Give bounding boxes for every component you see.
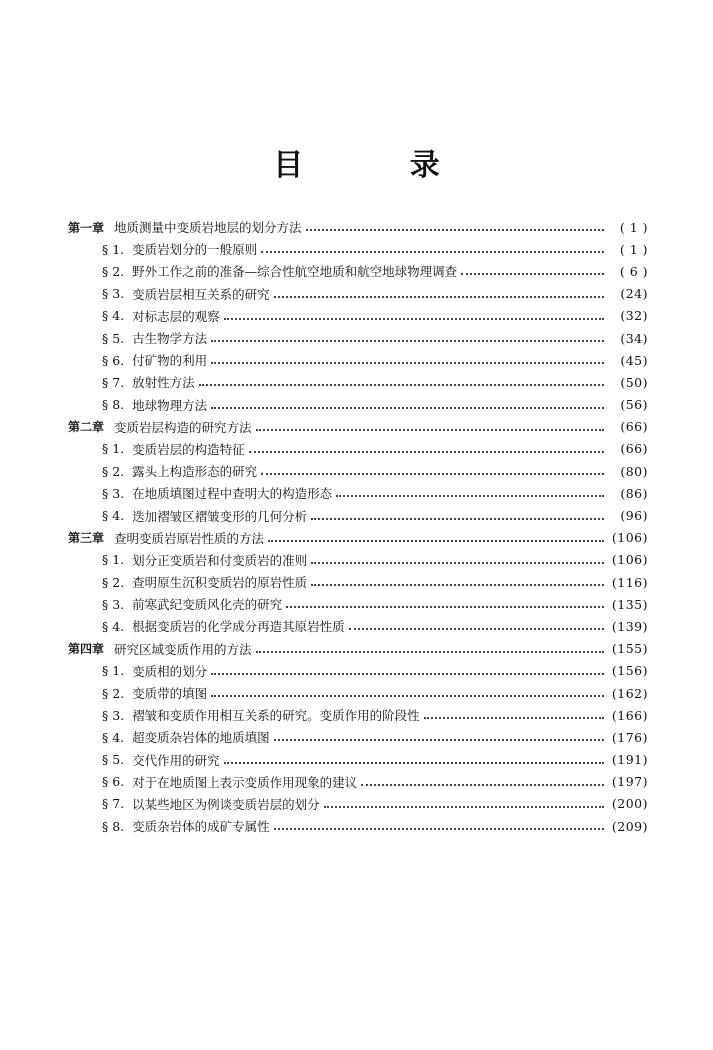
dot-leader bbox=[261, 465, 604, 477]
section-label: § 5. bbox=[102, 752, 125, 768]
toc-section-row bbox=[68, 482, 648, 504]
toc-page-number: (139) bbox=[611, 618, 648, 634]
section-label: § 3. bbox=[102, 485, 125, 501]
section-label: § 4. bbox=[102, 729, 125, 745]
toc-page-number: (45) bbox=[620, 352, 648, 368]
dot-leader bbox=[306, 221, 604, 233]
toc-page-number: (209) bbox=[611, 818, 648, 834]
toc-section-row bbox=[68, 749, 648, 771]
toc-section-row bbox=[68, 571, 648, 593]
toc-page-number: (155) bbox=[611, 641, 648, 657]
dot-leader bbox=[211, 354, 604, 366]
toc-entry-title: 对标志层的观察 bbox=[132, 308, 220, 324]
toc-page-number: (80) bbox=[620, 463, 648, 479]
toc-page-number: ( 6 ) bbox=[619, 263, 648, 279]
toc-page-number: (191) bbox=[611, 752, 648, 768]
toc-section-row bbox=[68, 238, 648, 260]
dot-leader bbox=[211, 665, 604, 677]
section-label: § 2. bbox=[102, 685, 125, 701]
toc-entry-title: 查明原生沉积变质岩的原岩性质 bbox=[132, 575, 308, 591]
toc-page-number: (50) bbox=[620, 374, 648, 390]
page-title: 目 录 bbox=[273, 148, 488, 183]
dot-leader bbox=[249, 443, 604, 455]
toc-section-row bbox=[68, 593, 648, 615]
toc-page-number: (32) bbox=[620, 308, 648, 324]
toc-entry-title: 古生物学方法 bbox=[132, 331, 208, 347]
toc-entry-title: 地质测量中变质岩地层的划分方法 bbox=[114, 220, 302, 236]
chapter-label: 第一章 bbox=[68, 220, 105, 235]
section-label: § 1. bbox=[102, 441, 125, 457]
toc-section-row bbox=[68, 793, 648, 815]
toc-page-number: (96) bbox=[620, 508, 648, 524]
toc-section-row bbox=[68, 660, 648, 682]
dot-leader bbox=[311, 576, 604, 588]
toc-entry-title: 对于在地质图上表示变质作用现象的建议 bbox=[132, 774, 358, 790]
toc-section-row bbox=[68, 704, 648, 726]
toc-chapter-row bbox=[68, 416, 648, 438]
toc-chapter-row bbox=[68, 216, 648, 238]
dot-leader bbox=[211, 332, 604, 344]
toc-section-row bbox=[68, 726, 648, 748]
toc-page-number: (56) bbox=[620, 397, 648, 413]
section-label: § 3. bbox=[102, 707, 125, 723]
toc-section-row bbox=[68, 549, 648, 571]
toc-entry-title: 在地质填图过程中查明大的构造形态 bbox=[132, 486, 333, 502]
dot-leader bbox=[286, 598, 604, 610]
toc-section-row bbox=[68, 815, 648, 837]
toc-entry-title: 超变质杂岩体的地质填图 bbox=[132, 730, 270, 746]
dot-leader bbox=[324, 798, 604, 810]
section-label: § 4. bbox=[102, 508, 125, 524]
section-label: § 4. bbox=[102, 618, 125, 634]
section-label: § 7. bbox=[102, 796, 125, 812]
toc-entry-title: 以某些地区为例谈变质岩层的划分 bbox=[132, 796, 320, 812]
toc-section-row bbox=[68, 504, 648, 526]
chapter-label: 第三章 bbox=[68, 531, 105, 546]
toc-entry-title: 变质岩层相互关系的研究 bbox=[132, 286, 270, 302]
toc-page-number: (162) bbox=[611, 685, 648, 701]
toc-page-number: ( 1 ) bbox=[619, 241, 648, 257]
dot-leader bbox=[311, 510, 604, 522]
section-label: § 1. bbox=[102, 663, 125, 679]
chapter-label: 第四章 bbox=[68, 642, 105, 657]
toc-entry-title: 迭加褶皱区褶皱变形的几何分析 bbox=[132, 508, 308, 524]
dot-leader bbox=[261, 243, 604, 255]
toc-page-number: (106) bbox=[611, 530, 648, 546]
section-label: § 8. bbox=[102, 397, 125, 413]
toc-entry-title: 褶皱和变质作用相互关系的研究。变质作用的阶段性 bbox=[132, 708, 420, 724]
toc-section-row bbox=[68, 460, 648, 482]
toc-section-row bbox=[68, 283, 648, 305]
toc-page-number: (135) bbox=[611, 596, 648, 612]
dot-leader bbox=[274, 820, 604, 832]
toc-entry-title: 付矿物的利用 bbox=[132, 353, 208, 369]
section-label: § 6. bbox=[102, 774, 125, 790]
dot-leader bbox=[274, 731, 604, 743]
dot-leader bbox=[361, 776, 604, 788]
dot-leader bbox=[311, 554, 604, 566]
dot-leader bbox=[424, 709, 604, 721]
toc-entry-title: 根据变质岩的化学成分再造其原岩性质 bbox=[132, 619, 345, 635]
toc-page-number: (66) bbox=[620, 419, 648, 435]
section-label: § 8. bbox=[102, 818, 125, 834]
toc-chapter-row bbox=[68, 638, 648, 660]
toc-page-number: ( 1 ) bbox=[619, 219, 648, 235]
toc-section-row bbox=[68, 305, 648, 327]
toc-entry-title: 变质杂岩体的成矿专属性 bbox=[132, 819, 270, 835]
toc-page-number: (86) bbox=[620, 485, 648, 501]
toc-section-row bbox=[68, 349, 648, 371]
dot-leader bbox=[256, 421, 604, 433]
toc-page-number: (34) bbox=[620, 330, 648, 346]
section-label: § 2. bbox=[102, 574, 125, 590]
toc-entry-title: 变质带的填图 bbox=[132, 686, 208, 702]
toc-entry-title: 研究区域变质作用的方法 bbox=[114, 641, 252, 657]
toc-entry-title: 野外工作之前的准备—综合性航空地质和航空地球物理调查 bbox=[132, 264, 458, 280]
toc-entry-title: 地球物理方法 bbox=[132, 397, 208, 413]
toc-page-number: (156) bbox=[611, 663, 648, 679]
toc-page-number: (106) bbox=[611, 552, 648, 568]
toc-page-number: (24) bbox=[620, 286, 648, 302]
toc-entry-title: 露头上构造形态的研究 bbox=[132, 464, 258, 480]
section-label: § 7. bbox=[102, 374, 125, 390]
section-label: § 2. bbox=[102, 263, 125, 279]
toc-page-number: (66) bbox=[620, 441, 648, 457]
dot-leader bbox=[268, 532, 604, 544]
toc-entry-title: 变质岩划分的一般原则 bbox=[132, 242, 258, 258]
section-label: § 3. bbox=[102, 596, 125, 612]
section-label: § 5. bbox=[102, 330, 125, 346]
dot-leader bbox=[199, 376, 604, 388]
table-of-contents bbox=[68, 216, 648, 837]
dot-leader bbox=[224, 310, 604, 322]
toc-section-row bbox=[68, 682, 648, 704]
toc-section-row bbox=[68, 438, 648, 460]
section-label: § 1. bbox=[102, 241, 125, 257]
dot-leader bbox=[349, 620, 604, 632]
toc-entry-title: 变质相的划分 bbox=[132, 663, 208, 679]
chapter-label: 第二章 bbox=[68, 420, 105, 435]
toc-page-number: (200) bbox=[611, 796, 648, 812]
toc-entry-title: 前寒武纪变质风化壳的研究 bbox=[132, 597, 283, 613]
toc-page-number: (197) bbox=[611, 774, 648, 790]
section-label: § 3. bbox=[102, 286, 125, 302]
dot-leader bbox=[211, 399, 604, 411]
toc-section-row bbox=[68, 394, 648, 416]
toc-page-number: (166) bbox=[611, 707, 648, 723]
section-label: § 1. bbox=[102, 552, 125, 568]
toc-section-row bbox=[68, 371, 648, 393]
section-label: § 4. bbox=[102, 308, 125, 324]
dot-leader bbox=[274, 288, 604, 300]
dot-leader bbox=[224, 754, 604, 766]
toc-page-number: (116) bbox=[611, 574, 648, 590]
toc-entry-title: 划分正变质岩和付变质岩的准则 bbox=[132, 552, 308, 568]
dot-leader bbox=[336, 487, 604, 499]
toc-entry-title: 变质岩层构造的研究方法 bbox=[114, 419, 252, 435]
toc-entry-title: 变质岩层的构造特征 bbox=[132, 441, 245, 457]
toc-entry-title: 放射性方法 bbox=[132, 375, 195, 391]
section-label: § 2. bbox=[102, 463, 125, 479]
toc-page-number: (176) bbox=[611, 729, 648, 745]
dot-leader bbox=[211, 687, 604, 699]
toc-entry-title: 交代作用的研究 bbox=[132, 752, 220, 768]
section-label: § 6. bbox=[102, 352, 125, 368]
dot-leader bbox=[461, 265, 604, 277]
toc-entry-title: 查明变质岩原岩性质的方法 bbox=[114, 530, 265, 546]
toc-section-row bbox=[68, 327, 648, 349]
dot-leader bbox=[256, 643, 604, 655]
toc-section-row bbox=[68, 771, 648, 793]
toc-chapter-row bbox=[68, 527, 648, 549]
toc-section-row bbox=[68, 615, 648, 637]
toc-section-row bbox=[68, 260, 648, 282]
